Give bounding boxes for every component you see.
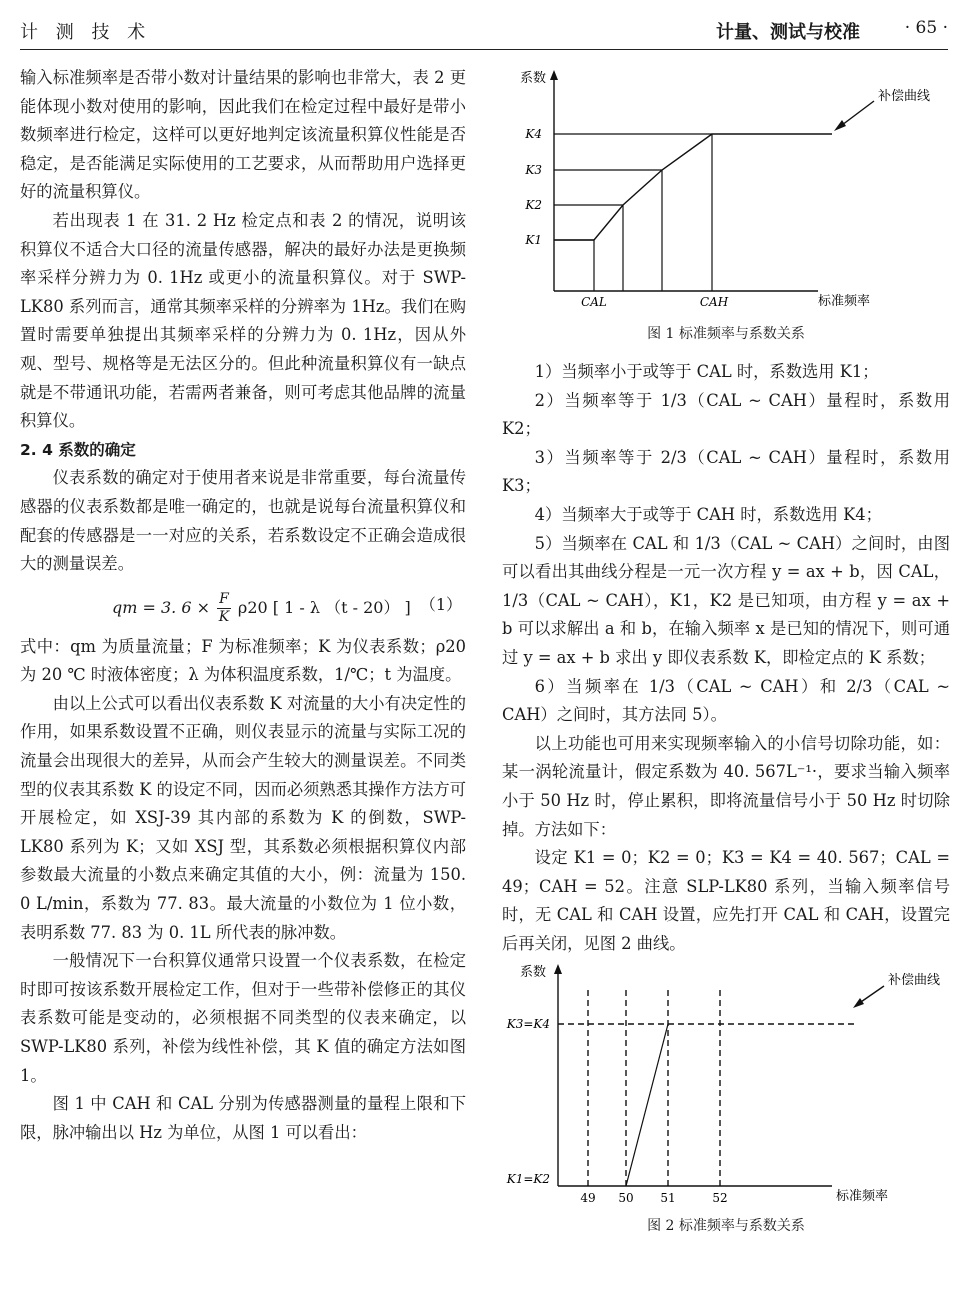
fraction-numerator: F (219, 590, 229, 607)
y-tick-k4: K4 (525, 127, 542, 141)
figure-1-ylabel: 系数 (520, 71, 547, 86)
compensation-curve (554, 134, 832, 240)
figure-2-caption: 图 2 标准频率与系数关系 (647, 1218, 805, 1235)
list-item: 1）当频率小于或等于 CAL 时，系数选用 K1； (534, 362, 879, 381)
section-heading: 2. 4 系数的确定 (20, 440, 136, 459)
header-rule (20, 49, 948, 50)
paragraph: 设定 K1 = 0；K2 = 0；K3 = K4 = 40. 567；CAL = 49；CAH = 52。注意 SLP-LK80 系列，当输入频率信号时，无 CAL 和 CAH 设置，应先打开 CAL 和 CAH，设置完后再关闭，见图 2 曲线。 (502, 848, 950, 953)
curve-pointer-head (853, 998, 864, 1008)
equation-1 (20, 579, 466, 633)
x-tick-51: 51 (660, 1191, 676, 1206)
paragraph: 输入标准频率是否带小数对计量结果的影响也非常大，表 2 更能体现小数对使用的影响，因此我们在检定过程中最好是带小数频率进行检定，这样可以更好地判定该流量积算仪性能是否稳定，是否能满足实际使用的工艺要求，从而帮助用户选择更好的流量积算仪。 (20, 68, 466, 202)
figure-2-plot (502, 960, 950, 1216)
figure-2-xlabel: 标准频率 (836, 1189, 889, 1205)
figure-1-xlabel: 标准频率 (818, 294, 871, 309)
paragraph: 式中：qm 为质量流量；F 为标准频率；K 为仪表系数；ρ20 为 20 ℃ 时液体密度；λ 为体积温度系数，1/℃；t 为温度。 (20, 636, 466, 685)
paragraph: 一般情况下一台积算仪通常只设置一个仪表系数，在检定时即可按该系数开展检定工作，但对于一些带补偿修正的其仪表系数可能是变动的，必须根据不同类型的仪表来确定，以 SWP-LK80 系列，补偿为线性补偿，其 K 值的确定方法如图 1。 (20, 951, 466, 1085)
paragraph: 图 1 中 CAH 和 CAL 分别为传感器测量的量程上限和下限，脉冲输出以 Hz 为单位，从图 1 可以看出： (20, 1094, 466, 1142)
equation-number: （1） (419, 594, 462, 614)
list-item: 2）当频率等于 1/3（CAL ~ CAH）量程时，系数用 K2； (502, 390, 950, 439)
y-axis-arrow (550, 70, 558, 80)
paragraph: 由以上公式可以看出仪表系数 K 对流量的大小有决定性的作用，如果系数设置不正确，则仪表显示的流量与实际工况的流量会出现很大的差异，从而会产生较大的测量误差。不同类型的仪表其系数 K 的设定不同，因而必须熟悉其操作方法方可开展检定，如 XSJ-39 其内部的系数为 K 的倒数，SWP-LK80 系列为 K；又如 XSJ 型，其系数必须根据积算仪内部参数最大流量的小数点来确定其值的大小，例：流量为 150. 0 L/min，系数为 77. 83。最大流量的小数位为 1 位小数，表明系数 77. 83 为 0. 1L 所代表的脉冲数。 (20, 693, 466, 942)
dashed-guides (558, 990, 856, 1186)
x-tick-49: 49 (580, 1191, 596, 1206)
page-header (20, 18, 948, 48)
figure-1 (502, 64, 950, 344)
journal-name: 计 测 技 术 (20, 22, 152, 43)
y-tick-k1: K1 (525, 233, 542, 247)
page-number: · 65 · (904, 18, 948, 38)
figure-1-plot (502, 64, 950, 324)
x-tick-cal: CAL (581, 295, 607, 309)
figure-2-ylabel: 系数 (520, 965, 547, 981)
paragraph: 仪表系数的确定对于使用者来说是非常重要，每台流量传感器的仪表系数都是唯一确定的，也就是说每台流量积算仪和配套的传感器是一一对应的关系，若系数设定不正确会造成很大的测量误差。 (20, 468, 466, 574)
list-item: 5）当频率在 CAL 和 1/3（CAL ~ CAH）之间时，由图可以看出其曲线分程是一元一次方程 y = ax + b，因 CAL，1/3（CAL ~ CAH），K1，K2 是已知项，由方程 y = ax + b 可以求解出 a 和 b，在输入频率 x 是已知的情况下，则可通过 y = ax + b 求出 y 即仪表系数 K，即检定点的 K 系数； (502, 533, 950, 667)
x-tick-50: 50 (618, 1191, 634, 1206)
section-name: 计量、测试与校准 (716, 22, 860, 43)
paragraph: 以上功能也可用来实现频率输入的小信号切除功能，如：某一涡轮流量计，假定系数为 40. 567L⁻¹·，要求当输入频率小于 50 Hz 时，停止累积，即将流量信号小于 50 Hz 时切除掉。方法如下： (502, 733, 950, 839)
curve-label: 补偿曲线 (878, 89, 931, 104)
paragraph: 若出现表 1 在 31. 2 Hz 检定点和表 2 的情况，说明该积算仪不适合大口径的流量传感器，解决的最好办法是更换频率采样分辨力为 0. 1Hz 或更小的流量积算仪。对于 SWP-LK80 系列而言，通常其频率采样的分辨率为 1Hz。我们在购置时需要单独提出其频率采样的分辨力为 0. 1Hz，因从外观、型号、规格等是无法区分的。但此种流量积算仪有一缺点就是不带通讯功能，若需两者兼备，则可考虑其他品牌的流量积算仪。 (20, 210, 466, 431)
fraction-denominator: K (218, 608, 230, 625)
curve-label: 补偿曲线 (888, 973, 941, 989)
figure-1-caption: 图 1 标准频率与系数关系 (647, 326, 805, 342)
step-gridlines (554, 134, 712, 291)
list-item: 3）当频率等于 2/3（CAL ~ CAH）量程时，系数用 K3； (502, 447, 950, 496)
y-tick-k1-k2: K1=K2 (506, 1172, 550, 1187)
x-tick-52: 52 (712, 1191, 728, 1206)
list-item: 6）当频率在 1/3（CAL ~ CAH）和 2/3（CAL ~ CAH）之间时，其方法同 5）。 (502, 676, 950, 725)
list-item: 4）当频率大于或等于 CAH 时，系数选用 K4； (534, 504, 882, 524)
x-tick-cah: CAH (699, 295, 729, 309)
formula-rhs: ρ20 [ 1 - λ （t - 20） ] (237, 597, 411, 617)
right-column (502, 64, 950, 1236)
y-tick-k3-k4: K3=K4 (506, 1017, 550, 1032)
y-axis-arrow (554, 964, 562, 974)
formula-lhs: qm = 3. 6 × (112, 597, 211, 617)
y-tick-k3: K3 (525, 163, 542, 177)
formula-fraction (217, 591, 231, 626)
left-column (20, 64, 466, 1147)
figure-2 (502, 960, 950, 1236)
y-tick-k2: K2 (525, 198, 542, 212)
curve-pointer-head (834, 120, 846, 131)
compensation-ramp (626, 1024, 668, 1186)
